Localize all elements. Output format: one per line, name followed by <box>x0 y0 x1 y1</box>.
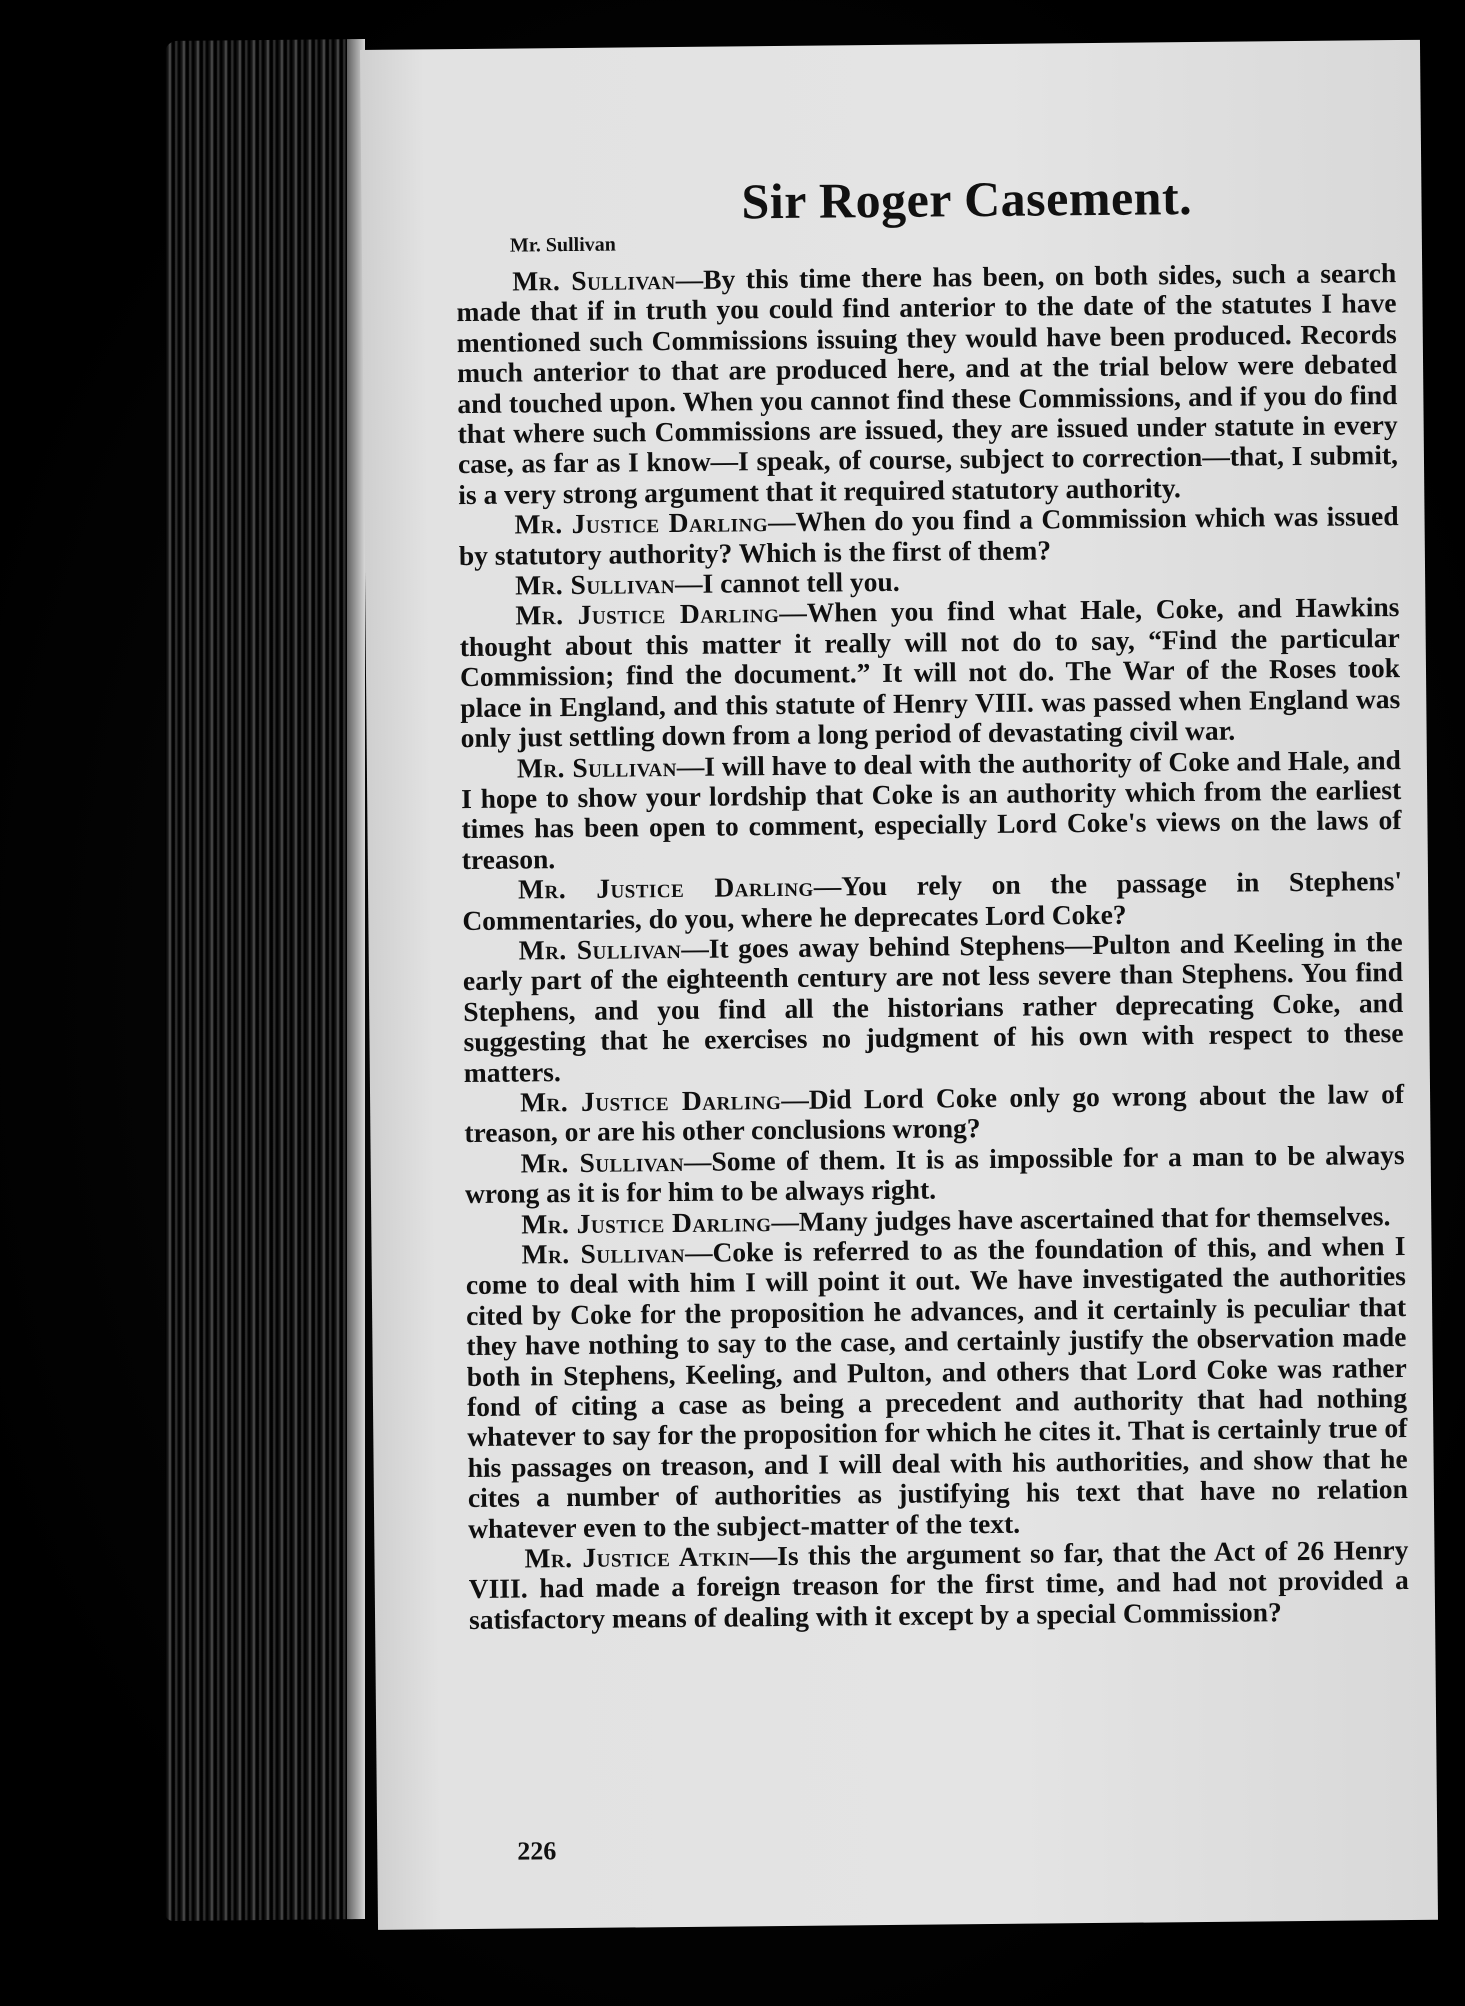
page-number: 226 <box>517 1836 557 1866</box>
running-head: Mr. Sullivan <box>509 233 616 257</box>
book-page-edges <box>165 39 365 1921</box>
paragraph <box>465 1231 1408 1544</box>
paragraph-text: —Some of them. It is as impossible for a man to be always wrong as it is for him to be always right. <box>464 1138 1405 1210</box>
paragraph-text: —Many judges have ascertained that for themselves. <box>771 1199 1391 1237</box>
speaker-name: Mr. Justice Atkin <box>524 1540 750 1574</box>
speaker-name: Mr. Justice Darling <box>515 597 780 632</box>
paragraph <box>459 593 1400 754</box>
page-title: Sir Roger Casement. <box>741 169 1193 230</box>
page-body <box>456 258 1409 1635</box>
paragraph-text: —When do you find a Commission which was issued by statutory authority? Which is the first of them? <box>458 500 1399 571</box>
speaker-name: Mr. Justice Darling <box>519 1083 782 1118</box>
speaker-name: Mr. Sullivan <box>521 1236 686 1270</box>
paragraph <box>463 927 1404 1088</box>
speaker-name: Mr. Justice Darling <box>517 870 814 905</box>
speaker-name: Mr. Sullivan <box>514 568 676 601</box>
paragraph-text: —By this time there has been, on both sides, such a search made that if in truth you could find anterior to the date of the statutes I have mentioned such Commissions issuing they would have been produced. Records much anterior to that are produced here, and at the trial below were debated and touched upon. When you cannot find these Commissions, and if you do find that where such Commissions are issued, they are issued under statute in every case, as far as I know—I speak, of course, subject to correction—that, I submit, is a very strong argument that it required statutory authority. <box>456 257 1399 510</box>
paragraph <box>462 866 1403 936</box>
paragraph <box>458 501 1399 571</box>
speaker-name: Mr. Sullivan <box>520 1145 685 1179</box>
paragraph-text: —Coke is referred to as the foundation of this, and when I come to deal with him I will point it out. We have investigated the authorities cited by Coke for the proposition he advances, and it certainly is peculiar that they have nothing to say to the case, and certainly justify the observation made both in Stephens, Keeling, and Pulton, and others that Lord Coke was rather fond of citing a case as being a precedent and authority that had nothing whatever to say for the proposition for which he cites it. That is certainly true of his passages on treason, and I will deal with his authorities, and show that he cites a number of authorities as justifying his text that have no relation whatever even to the subject-matter of the text. <box>465 1230 1409 1544</box>
paragraph <box>464 1079 1405 1149</box>
speaker-name: Mr. Justice Darling <box>514 506 769 540</box>
speaker-name: Mr. Justice Darling <box>521 1205 772 1240</box>
paragraph <box>461 745 1402 876</box>
paragraph-text: —I cannot tell you. <box>674 565 900 600</box>
paragraph-text: —Is this the argument so far, that the Act of 26 Henry VIII. had made a foreign treason for the first time, and had not provided a satisfactory means of dealing with it except by a special Commission? <box>468 1534 1409 1635</box>
speaker-name: Mr. Sullivan <box>516 750 677 784</box>
paragraph-text: —When you find what Hale, Coke, and Hawkins thought about this matter it really will not do to say, “Find the particular Commission; find the document.” It will not do. The War of the Roses took place in England, and this statute of Henry VIII. was passed when England was only just settling down from a long period of devastating civil war. <box>459 591 1401 754</box>
speaker-name: Mr. Sullivan <box>512 263 676 297</box>
book-page <box>360 40 1438 1930</box>
paragraph-text: —Did Lord Coke only go wrong about the law of treason, or are his other conclusions wrong? <box>464 1077 1405 1149</box>
paragraph <box>465 1140 1406 1210</box>
speaker-name: Mr. Sullivan <box>518 932 682 966</box>
paragraph-text: —I will have to deal with the authority of Coke and Hale, and I hope to show your lordship that Coke is an authority which from the earliest times has been open to comment, especially Lord Coke's views on the laws of treason. <box>461 743 1402 875</box>
paragraph-text: —You rely on the passage in Stephens' Commentaries, do you, where he deprecates Lord Coke? <box>462 865 1403 936</box>
paragraph-text: —It goes away behind Stephens—Pulton and Keeling in the early part of the eighteenth century are not less severe than Stephens. You find Stephens, and you find all the historians rather deprecating Coke, and suggesting that he exercises no judgment of his own with respect to these matters. <box>462 925 1404 1088</box>
paragraph <box>468 1535 1409 1635</box>
paragraph <box>456 258 1398 510</box>
